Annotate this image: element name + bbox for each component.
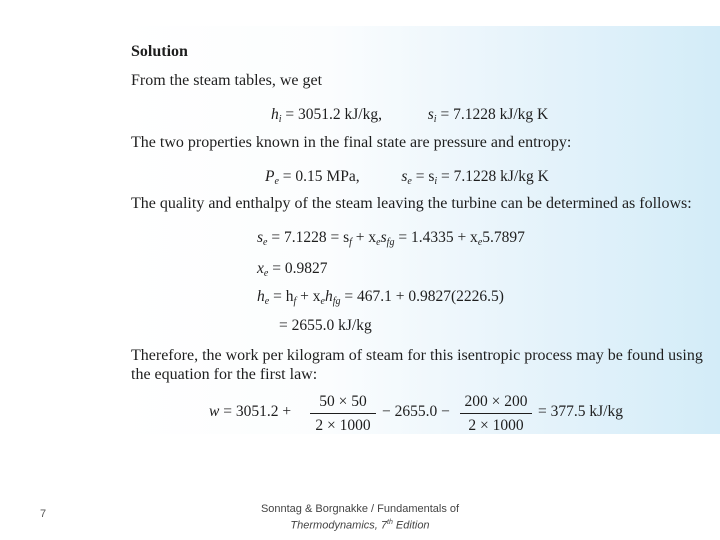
fraction-1-numerator: 50 × 50 bbox=[319, 393, 367, 410]
var-p: P bbox=[265, 168, 275, 185]
sub-fg: fg bbox=[386, 237, 395, 248]
var-w: w bbox=[209, 403, 220, 420]
sub-e: e bbox=[407, 176, 412, 187]
work-text-line1: Therefore, the work per kilogram of steam for this isentropic process may be found using bbox=[131, 347, 703, 364]
se-part1: = 7.1228 = s bbox=[271, 229, 350, 246]
fraction-1-denominator: 2 × 1000 bbox=[310, 413, 376, 435]
sub-e: e bbox=[263, 237, 268, 248]
sub-e: e bbox=[320, 296, 325, 307]
footer-line2-end: Edition bbox=[392, 519, 430, 532]
pe-value: = 0.15 MPa, bbox=[282, 168, 360, 185]
work-part2: − 2655.0 − bbox=[382, 403, 450, 420]
var-h: h bbox=[271, 106, 279, 123]
var-h: h bbox=[324, 288, 333, 305]
sub-i: i bbox=[434, 176, 438, 187]
se-equals: = s bbox=[415, 168, 435, 185]
he-rhs: = 467.1 + 0.9827(2226.5) bbox=[344, 288, 504, 305]
sub-i: i bbox=[278, 114, 282, 125]
hi-value: = 3051.2 kJ/kg, bbox=[285, 106, 382, 123]
he-part1: = h bbox=[273, 288, 294, 305]
plus-x: + x bbox=[300, 288, 321, 305]
footer-citation bbox=[230, 502, 490, 533]
fraction-2-numerator: 200 × 200 bbox=[464, 393, 528, 410]
se-value: = 7.1228 kJ/kg K bbox=[441, 168, 549, 185]
equation-he bbox=[257, 288, 504, 306]
sub-e: e bbox=[477, 237, 483, 248]
equation-pe-se bbox=[265, 168, 549, 186]
intro-text: From the steam tables, we get bbox=[131, 72, 323, 89]
equation-hi-si bbox=[271, 106, 548, 124]
var-s: s bbox=[380, 229, 387, 246]
fraction-2 bbox=[460, 393, 532, 435]
equation-he-result: = 2655.0 kJ/kg bbox=[279, 317, 372, 334]
footer-line1: Sonntag & Borgnakke / Fundamentals of bbox=[260, 503, 460, 515]
work-text-line2: the equation for the first law: bbox=[131, 366, 318, 383]
sub-e: e bbox=[274, 176, 279, 187]
fraction-2-denominator: 2 × 1000 bbox=[460, 413, 532, 435]
plus-x: + x bbox=[355, 229, 377, 246]
var-s: s bbox=[401, 168, 408, 185]
equation-work-lhs bbox=[209, 403, 291, 421]
footer-line2 bbox=[230, 516, 490, 533]
se-part2: = 1.4335 + x bbox=[398, 229, 478, 246]
sub-e: e bbox=[263, 268, 269, 279]
sub-e: e bbox=[264, 296, 270, 307]
solution-heading: Solution bbox=[131, 43, 188, 60]
var-s: s bbox=[257, 229, 264, 246]
var-x: x bbox=[257, 260, 264, 277]
xe-value: = 0.9827 bbox=[272, 260, 328, 277]
footer-line2-text: Thermodynamics, 7 bbox=[290, 519, 388, 532]
var-s: s bbox=[427, 106, 434, 123]
se-part3: 5.7897 bbox=[482, 229, 525, 246]
equation-se bbox=[257, 229, 525, 247]
quality-text: The quality and enthalpy of the steam leaving the turbine can be determined as follows: bbox=[131, 195, 692, 212]
sub-fg: fg bbox=[332, 296, 341, 307]
sub-e: e bbox=[376, 237, 381, 248]
var-h: h bbox=[257, 288, 265, 305]
footer-sup: th bbox=[387, 519, 393, 526]
sub-f: f bbox=[293, 296, 297, 307]
work-part1: = 3051.2 + bbox=[223, 403, 292, 420]
sub-f: f bbox=[349, 237, 352, 248]
si-value: = 7.1228 kJ/kg K bbox=[440, 106, 549, 123]
sub-i: i bbox=[433, 114, 437, 125]
page-number: 7 bbox=[40, 508, 47, 520]
fraction-1 bbox=[310, 393, 376, 435]
final-state-text: The two properties known in the final state are pressure and entropy: bbox=[131, 134, 572, 151]
equation-xe bbox=[257, 260, 327, 278]
work-result: = 377.5 kJ/kg bbox=[538, 403, 623, 420]
